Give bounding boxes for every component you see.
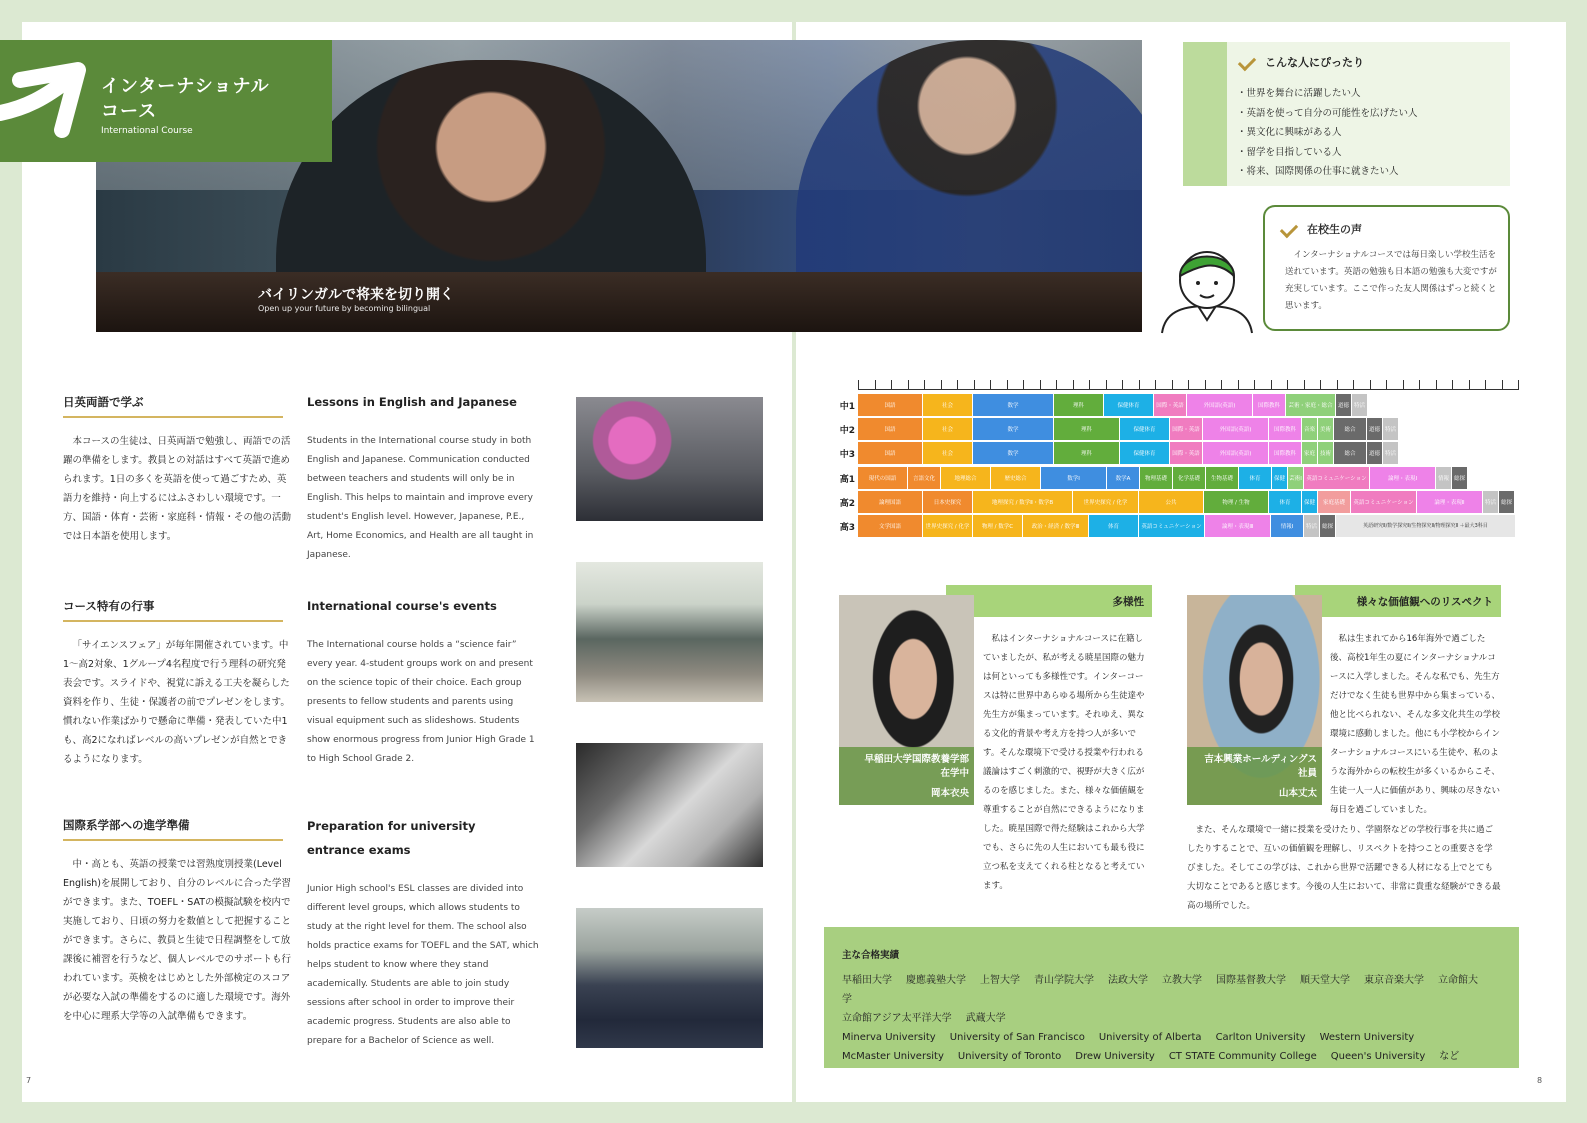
university-name: 東京音楽大学 [1364,975,1424,986]
timetable-cell: 社会 [923,442,973,464]
course-title-box [0,40,332,162]
timetable-cell: 論理・表現Ⅲ [1205,515,1271,537]
timetable-cell: 国語 [858,442,923,464]
timetable-cell: 英語コミュニケーション [1304,467,1370,489]
timetable-cell: 特活 [1352,394,1368,416]
admission-results-box [824,927,1519,1068]
timetable-cell: 社会 [923,394,973,416]
timetable-cell: 国際教科 [1269,418,1302,440]
timetable-cell: 特活 [1483,491,1499,513]
course-title-line1: インターナショナル [101,76,270,97]
university-name: 慶應義塾大学 [906,975,966,986]
timetable-cell: 国際・英語 [1170,442,1203,464]
timetable-cell: 音楽 [1302,418,1318,440]
profile-2-photo [1187,595,1322,805]
profile-1-caption [839,747,974,805]
timetable-row-label: 高2 [839,499,855,509]
timetable-cell: 英語コミュニケーション [1351,491,1417,513]
timetable-cell: 数学Ⅰ [1041,467,1107,489]
timetable-cell: 数学 [973,394,1054,416]
timetable-cell: 理科 [1054,394,1104,416]
university-name: 上智大学 [980,975,1020,986]
timetable-cell: 情報 [1436,467,1452,489]
timetable-cell: 英語研究Ⅱ/数学探究Ⅱ/生物探究Ⅱ/物理探究Ⅱ ＋最大3科目 [1336,515,1516,537]
university-name: 法政大学 [1108,975,1148,986]
section-3-en-body: Junior High school's ESL classes are divided into different level groups, which allows students to study at the right level for them. The school also holds practice exams for TOEFL and the SAT, which helps student to know where they stand academically. Students are able to join study sessions after school in order to improve their academic progress. Students are also able to prepare for a Bachelor of Science as well. [307,884,539,1046]
profile-2-name: 山本丈太 [1278,788,1317,799]
university-name: 順天堂大学 [1300,975,1350,986]
university-name: University of Alberta [1098,1032,1202,1043]
profile-1-affiliation: 早稲田大学国際教養学部 [864,754,969,765]
auditorium-photo [576,908,763,1048]
timetable-cell: 文学国語 [858,515,923,537]
timetable-cell: 英語コミュニケーション [1139,515,1205,537]
timetable-cell: 数学 [973,442,1054,464]
university-name: Western University [1319,1032,1415,1043]
timetable-cell: 総探 [1452,467,1468,489]
timetable-row [839,442,1519,464]
section-3-jp-body: 中・高とも、英語の授業では習熟度別授業(Level English)を展開しており、自分のレベルに合った学習ができます。また、TOEFL・SATの模擬試験を校内で実施しており、日頃の努力を数値として把握することができます。さらに、教員と生徒で日程調整をして放課後に補習を行うなど、個人レベルでのサポートも行われています。英検をはじめとした外部検定のスコアが必要な入試の準備をするのに適した環境です。海外を中心に理系大学等の入試準備もできます。 [63,859,292,1022]
timetable-cell: 体育 [1239,467,1272,489]
profile-2-text-1: 私は生まれてから16年海外で過ごした後、高校1年生の夏にインターナショナルコースに入学しました。そんな私でも、先生方だけでなく生徒も世界中から集まっている、他と比べられない、そんな多文化共生の学校環境に感動しました。他にも小学校からインターナショナルコースにいる生徒や、私のような海外からの転校生が多くいるからこそ、生徒一人一人に価値があり、興味の尽きない毎日を過ごしていました。 [1330,634,1501,815]
section-3-en-title: Preparation for university entrance exams [307,819,476,857]
timetable-row-label: 高1 [839,475,855,485]
science-fair-photo [576,562,763,702]
section-2-en-title: International course's events [307,599,497,613]
list-item: ・世界を舞台に活躍したい人 [1237,88,1361,99]
section-2-jp-title: コース特有の行事 [63,598,283,622]
timetable-cell: 総合 [1334,442,1367,464]
profile-2-affiliation: 吉本興業ホールディングス [1204,754,1317,765]
timetable-cell: 国際教科 [1253,394,1286,416]
timetable-row [839,418,1519,440]
university-name: McMaster University [842,1051,944,1062]
university-name: Minerva University [842,1032,936,1043]
timetable-cell: 体育 [1089,515,1139,537]
recommend-box [1183,42,1510,186]
timetable-cell: 家庭 [1302,442,1318,464]
profile-1-photo [839,595,974,805]
timetable-cell: 現代の国語 [858,467,908,489]
timetable-cell: 総合 [1334,418,1367,440]
timetable-cell: 理科 [1054,418,1120,440]
timetable-row [839,394,1519,416]
results-row-1 [842,971,1501,1009]
page-number-right: 8 [1537,1076,1543,1085]
check-icon [1238,53,1256,71]
timetable-cell: 美術 [1318,418,1334,440]
list-item: ・異文化に興味がある人 [1237,127,1342,138]
timetable-cell: 総探 [1320,515,1336,537]
timetable-cell: 歴史総合 [991,467,1041,489]
profile-1-tag: 多様性 [946,585,1152,617]
section-3-jp-title: 国際系学部への進学準備 [63,817,283,841]
timetable-cell: 生物基礎 [1206,467,1239,489]
timetable-cell: 国際教科 [1269,442,1302,464]
university-name: 青山学院大学 [1034,975,1094,986]
timetable-cell: 国語 [858,394,923,416]
recommend-list [1237,84,1418,182]
university-name: Drew University [1075,1051,1155,1062]
recommend-title: こんな人にぴったり [1265,56,1364,69]
timetable-cell: 体育 [1269,491,1302,513]
timetable-row [839,515,1519,537]
timetable-cell: 道徳 [1367,442,1383,464]
check-icon [1280,220,1298,238]
page-number-left: 7 [26,1076,32,1085]
student-avatar-icon [1160,238,1255,334]
study-photo [576,743,763,867]
section-1-en-body: Students in the International course study in both English and Japanese. Communication conducted between teachers and students will only be in English. This helps to maintain and improve every student's English level. However, Japanese, P.E., Art, Home Economics, and Health are all taught in Japanese. [307,436,534,560]
timetable-row [839,467,1519,489]
hero-caption-jp: バイリンガルで将来を切り開く [258,287,454,303]
profile-2-tag: 様々な価値観へのリスペクト [1295,585,1501,617]
timetable-cell: 社会 [923,418,973,440]
timetable-cell: 芸術Ⅰ [1288,467,1304,489]
voice-title: 在校生の声 [1307,223,1362,236]
list-item: ・英語を使って自分の可能性を広げたい人 [1237,107,1418,119]
section-2-en-body: The International course holds a “science fair” every year. 4-student groups work on and present on the science topic of their choice. Each group presents to fellow students and parents using visual equipment such as slideshows. Students show enormous progress from Junior High Grade 1 to High School Grade 2. [307,640,535,764]
timetable-cell: 理科 [1054,442,1120,464]
university-name: 武蔵大学 [965,1013,1006,1024]
university-name: Queen's University [1330,1051,1426,1062]
timetable-cell: 数学 [973,418,1054,440]
profile-1-name: 岡本衣央 [930,788,969,799]
timetable-cell: 技術 [1318,442,1334,464]
timetable-cell: 総探 [1499,491,1515,513]
timetable-cell: 国際・英語 [1170,418,1203,440]
university-name: など [1439,1051,1460,1062]
university-name: University of San Francisco [949,1032,1085,1043]
results-title: 主な合格実績 [842,950,900,961]
timetable-row-label: 中2 [839,426,855,436]
arrow-icon [0,58,90,153]
university-name: 立命館大学 [842,975,1478,1005]
results-row-3 [842,1028,1501,1047]
university-name: 国際基督教大学 [1216,975,1286,986]
university-name: Carlton University [1215,1032,1306,1043]
timetable-cell: 情報Ⅰ [1271,515,1304,537]
university-name: 立教大学 [1162,975,1202,986]
timetable-row-label: 中1 [839,402,855,412]
section-2-jp-body: 「サイエンスフェア」が毎年開催されています。中1～高2対象、1グループ4名程度で行う理科の研究発表会です。スライドや、視覚に訴える工夫を凝らした資料を作り、生徒・保護者の前でプレゼンをします。慣れない作業ばかりで懸命に準備・発表していた中1も、高2になればレベルの高いプレゼンが自然とできるようになります。 [63,640,290,765]
timetable-cell: 物理 / 数学C [973,515,1023,537]
timetable-cell: 国語 [858,418,923,440]
timetable-cell: 保健体育 [1120,442,1170,464]
hero-caption [258,284,454,313]
timetable-cell: 論理国語 [858,491,923,513]
timetable-cell: 論理・表現Ⅱ [1417,491,1483,513]
student-voice-box [1263,205,1510,331]
timetable-cell: 政治・経済 / 数学Ⅲ [1023,515,1089,537]
timetable-ruler [858,380,1519,390]
profile-2-caption [1187,747,1322,805]
timetable-cell: 保健 [1302,491,1318,513]
timetable-cell: 地理総合 [941,467,991,489]
timetable-cell: 保健体育 [1120,418,1170,440]
list-item: ・留学を目指している人 [1237,146,1342,158]
timetable-row [839,491,1519,513]
university-name: 早稲田大学 [842,975,892,986]
timetable-cell: 物理基礎 [1140,467,1173,489]
timetable-cell: 特活 [1383,442,1399,464]
section-1-jp-title: 日英両語で学ぶ [63,394,283,418]
university-name: University of Toronto [957,1051,1062,1062]
timetable-row-label: 高3 [839,523,855,533]
timetable-cell: 数学A [1107,467,1140,489]
profile-2-status: 社員 [1297,768,1317,779]
timetable-cell: 世界史探究 / 化学 [1073,491,1139,513]
timetable-cell: 公共 [1139,491,1204,513]
timetable-cell: 日本史探究 [923,491,973,513]
timetable-cell: 家庭基礎 [1318,491,1351,513]
section-1-jp-body: 本コースの生徒は、日英両語で勉強し、両語での活躍の準備をします。教員との対話はすべて英語で進められます。1日の多くを英語を使って過ごすため、英語力を維持・向上するにはふさわしい環境です。一方、国語・体育・芸術・家庭科・情報・その他の活動では日本語を使用します。 [63,436,292,542]
timetable-cell: 世界史探究 / 化学 [923,515,973,537]
timetable-cell: 国際・英語 [1154,394,1187,416]
hero-caption-en: Open up your future by becoming bilingual [258,304,431,313]
timetable-cell: 言語文化 [908,467,941,489]
university-name: CT STATE Community College [1168,1051,1317,1062]
timetable-cell: 物理 / 生物 [1204,491,1269,513]
voice-text: インターナショナルコースでは毎日楽しい学校生活を送れています。英語の勉強も日本語の勉強も大変ですが充実しています。ここで作った友人関係はずっと続くと思います。 [1285,250,1497,311]
timetable-cell: 化学基礎 [1173,467,1206,489]
results-row-4 [842,1047,1501,1066]
university-name: 立命館アジア太平洋大学 [842,1013,952,1024]
timetable-cell: 地理探究 / 数学Ⅱ・数学B [973,491,1073,513]
timetable-row-label: 中3 [839,450,855,460]
timetable-cell: 外国語(英語) [1203,442,1269,464]
list-item: ・将来、国際関係の仕事に就きたい人 [1237,166,1399,177]
timetable-cell: 道徳 [1367,418,1383,440]
classroom-photo [576,397,763,521]
timetable-cell: 道徳 [1336,394,1352,416]
course-title-line2: コース [101,101,158,122]
course-title-en: International Course [101,126,193,136]
timetable-cell: 保健 [1272,467,1288,489]
section-1-en-title: Lessons in English and Japanese [307,395,517,409]
results-row-2 [842,1009,1501,1028]
timetable-cell: 保健体育 [1104,394,1154,416]
profile-2-text-2: また、そんな環境で一緒に授業を受けたり、学園祭などの学校行事を共に過ごしたりすることで、互いの価値観を理解し、リスペクトを持つことの重要さを学びました。そしてこの学びは、これから世界で活躍できる人材になる上でとても大切なことであると感じます。今後の人生において、非常に貴重な経験ができる最高の場所でした。 [1187,825,1501,911]
timetable-cell: 芸術・家庭・総合 [1286,394,1336,416]
timetable-cell: 外国語(英語) [1203,418,1269,440]
timetable-cell: 特活 [1304,515,1320,537]
profile-1-text: 私はインターナショナルコースに在籍していましたが、私が考える暁星国際の魅力は何といっても多様性です。インターコースは特に世界中あらゆる場所から生徒達や先生方が集まっています。それゆえ、異なる文化的背景や考え方を持つ人が多いです。そんな環境下で受ける授業や行われる議論はすごく刺激的で、視野が大きく広がるのを感じました。また、様々な価値観を尊重することが自然にできるようになりました。暁星国際で得た経験はこれから大学でも、さらに先の人生においても最も役に立つ私を支えてくれる柱となると考えています。 [983,634,1145,891]
profile-1-status: 在学中 [940,768,969,779]
timetable-cell: 外国語(英語) [1187,394,1253,416]
timetable-cell: 特活 [1383,418,1399,440]
timetable-cell: 論理・表現Ⅰ [1370,467,1436,489]
